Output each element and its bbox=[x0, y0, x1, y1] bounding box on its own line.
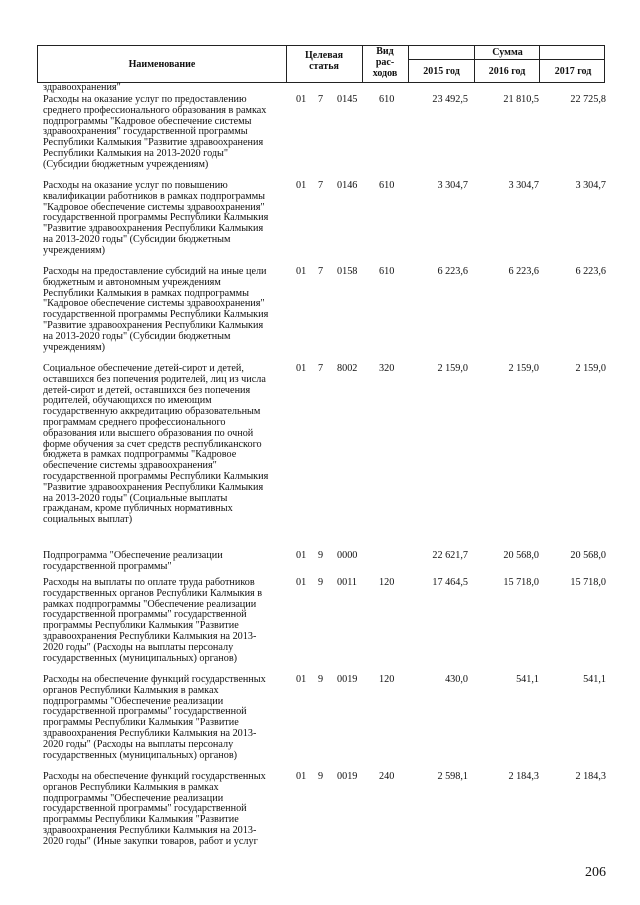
row-name: Расходы на предоставление субсидий на иные цели бюджетным и автономным учреждениям Республики Калмыкия в рамках подпрограммы "Кадровое обеспечение системы здравоохранения" государственной программы Республики Калмыкия "Развитие здравоохранения Республики Калмыкия на 2013-2020 годы" (Субсидии бюджетным учреждениям) bbox=[43, 266, 269, 353]
row-name: Социальное обеспечение детей-сирот и детей, оставшихся без попечения родителей, лиц из числа детей-сирот и детей, оставшихся без попечения родителей, обучающихся по имеющим государственную аккредитацию образовательным программам среднего профессионального образования или высшего образования по очной форме обучения за счет средств республиканского бюджета в рамках подпрограммы "Кадровое обеспечение системы здравоохранения" государственной программы Республики Калмыкия "Развитие здравоохранения Республики Калмыкия на 2013-2020 годы" (Социальные выплаты гражданам, кроме публичных нормативных социальных выплат) bbox=[43, 363, 269, 526]
row-target-3: 0019 bbox=[337, 674, 358, 685]
row-value-2015: 430,0 bbox=[445, 674, 468, 685]
header-year-2017: 2017 год bbox=[554, 66, 592, 77]
row-value-2015: 17 464,5 bbox=[432, 577, 468, 588]
row-value-2016: 21 810,5 bbox=[503, 94, 539, 105]
row-name: Расходы на обеспечение функций государственных органов Республики Калмыкия в рамках подпрограммы "Обеспечение реализации государственной программы" государственной программы Республики Калмыкия "Развитие здравоохранения Республики Калмыкия на 2013- 2020 годы" (Иные закупки товаров, работ и услуг bbox=[43, 771, 266, 847]
row-target-3: 0011 bbox=[337, 577, 357, 588]
row-value-2016: 6 223,6 bbox=[508, 266, 539, 277]
row-target-1: 01 bbox=[296, 550, 307, 561]
row-value-2017: 15 718,0 bbox=[570, 577, 606, 588]
row-value-2015: 23 492,5 bbox=[432, 94, 468, 105]
row-target-3: 0158 bbox=[337, 266, 358, 277]
header-target-article: Целевая статья bbox=[304, 50, 344, 72]
row-expense-type: 120 bbox=[379, 674, 395, 685]
row-target-2: 9 bbox=[318, 577, 324, 588]
page-number: 206 bbox=[585, 865, 606, 880]
row-value-2017: 3 304,7 bbox=[575, 180, 606, 191]
row-value-2016: 3 304,7 bbox=[508, 180, 539, 191]
row-name: Расходы на оказание услуг по повышению квалификации работников в рамках подпрограммы "Кадровое обеспечение системы здравоохранения" государственной программы Республики Калмыкия "Развитие здравоохранения Республики Калмыкия на 2013-2020 годы" (Субсидии бюджетным учреждениям) bbox=[43, 180, 269, 256]
row-target-2: 9 bbox=[318, 771, 324, 782]
row-target-1: 01 bbox=[296, 180, 307, 191]
row-value-2017: 541,1 bbox=[583, 674, 606, 685]
row-expense-type: 610 bbox=[379, 94, 395, 105]
row-value-2015: 22 621,7 bbox=[432, 550, 468, 561]
row-target-2: 7 bbox=[318, 94, 324, 105]
row-target-2: 7 bbox=[318, 363, 324, 374]
row-target-3: 0019 bbox=[337, 771, 358, 782]
row-target-2: 9 bbox=[318, 550, 324, 561]
row-target-1: 01 bbox=[296, 94, 307, 105]
row-value-2016: 20 568,0 bbox=[503, 550, 539, 561]
row-target-1: 01 bbox=[296, 363, 307, 374]
row-target-1: 01 bbox=[296, 771, 307, 782]
row-target-1: 01 bbox=[296, 577, 307, 588]
row-target-1: 01 bbox=[296, 266, 307, 277]
table-header bbox=[37, 45, 605, 83]
row-name: Подпрограмма "Обеспечение реализации государственной программы" bbox=[43, 550, 223, 572]
row-value-2016: 541,1 bbox=[516, 674, 539, 685]
header-expense-type: Вид рас- ходов bbox=[372, 46, 398, 79]
header-year-2016: 2016 год bbox=[488, 66, 526, 77]
row-value-2017: 2 159,0 bbox=[575, 363, 606, 374]
continuation-text: здравоохранения" bbox=[43, 82, 121, 93]
row-value-2017: 20 568,0 bbox=[570, 550, 606, 561]
row-value-2016: 2 184,3 bbox=[508, 771, 539, 782]
row-expense-type: 240 bbox=[379, 771, 395, 782]
row-value-2015: 6 223,6 bbox=[437, 266, 468, 277]
row-target-1: 01 bbox=[296, 674, 307, 685]
header-name: Наименование bbox=[128, 59, 196, 70]
row-value-2017: 6 223,6 bbox=[575, 266, 606, 277]
header-year-2015: 2015 год bbox=[423, 66, 460, 77]
row-target-3: 0145 bbox=[337, 94, 358, 105]
row-value-2016: 2 159,0 bbox=[508, 363, 539, 374]
row-expense-type: 320 bbox=[379, 363, 395, 374]
row-value-2017: 2 184,3 bbox=[575, 771, 606, 782]
row-value-2015: 2 598,1 bbox=[437, 771, 468, 782]
row-value-2015: 2 159,0 bbox=[437, 363, 468, 374]
row-name: Расходы на оказание услуг по предоставлению среднего профессионального образования в рамках подпрограммы "Кадровое обеспечение системы здравоохранения" государственной программы Республики Калмыкия "Развитие здравоохранения Республики Калмыкия на 2013-2020 годы" (Субсидии бюджетным учреждениям) bbox=[43, 94, 267, 170]
row-value-2016: 15 718,0 bbox=[503, 577, 539, 588]
row-name: Расходы на обеспечение функций государственных органов Республики Калмыкия в рамках подпрограммы "Обеспечение реализации государственной программы" государственной программы Республики Калмыкия "Развитие здравоохранения Республики Калмыкия на 2013- 2020 годы" (Расходы на выплаты персоналу государственных (муниципальных) органов) bbox=[43, 674, 266, 761]
row-target-3: 8002 bbox=[337, 363, 358, 374]
row-target-2: 7 bbox=[318, 266, 324, 277]
row-target-2: 9 bbox=[318, 674, 324, 685]
row-expense-type: 610 bbox=[379, 180, 395, 191]
row-name: Расходы на выплаты по оплате труда работников государственных органов Республики Калмыкия в рамках подпрограммы "Обеспечение реализации государственной программы" государственной программы Республики Калмыкия "Развитие здравоохранения Республики Калмыкия на 2013- 2020 годы" (Расходы на выплаты персоналу государственных (муниципальных) органов) bbox=[43, 577, 263, 664]
row-target-2: 7 bbox=[318, 180, 324, 191]
row-target-3: 0000 bbox=[337, 550, 358, 561]
header-sum: Сумма bbox=[492, 47, 523, 58]
row-target-3: 0146 bbox=[337, 180, 358, 191]
row-expense-type: 610 bbox=[379, 266, 395, 277]
row-value-2017: 22 725,8 bbox=[570, 94, 606, 105]
row-value-2015: 3 304,7 bbox=[437, 180, 468, 191]
row-expense-type: 120 bbox=[379, 577, 395, 588]
